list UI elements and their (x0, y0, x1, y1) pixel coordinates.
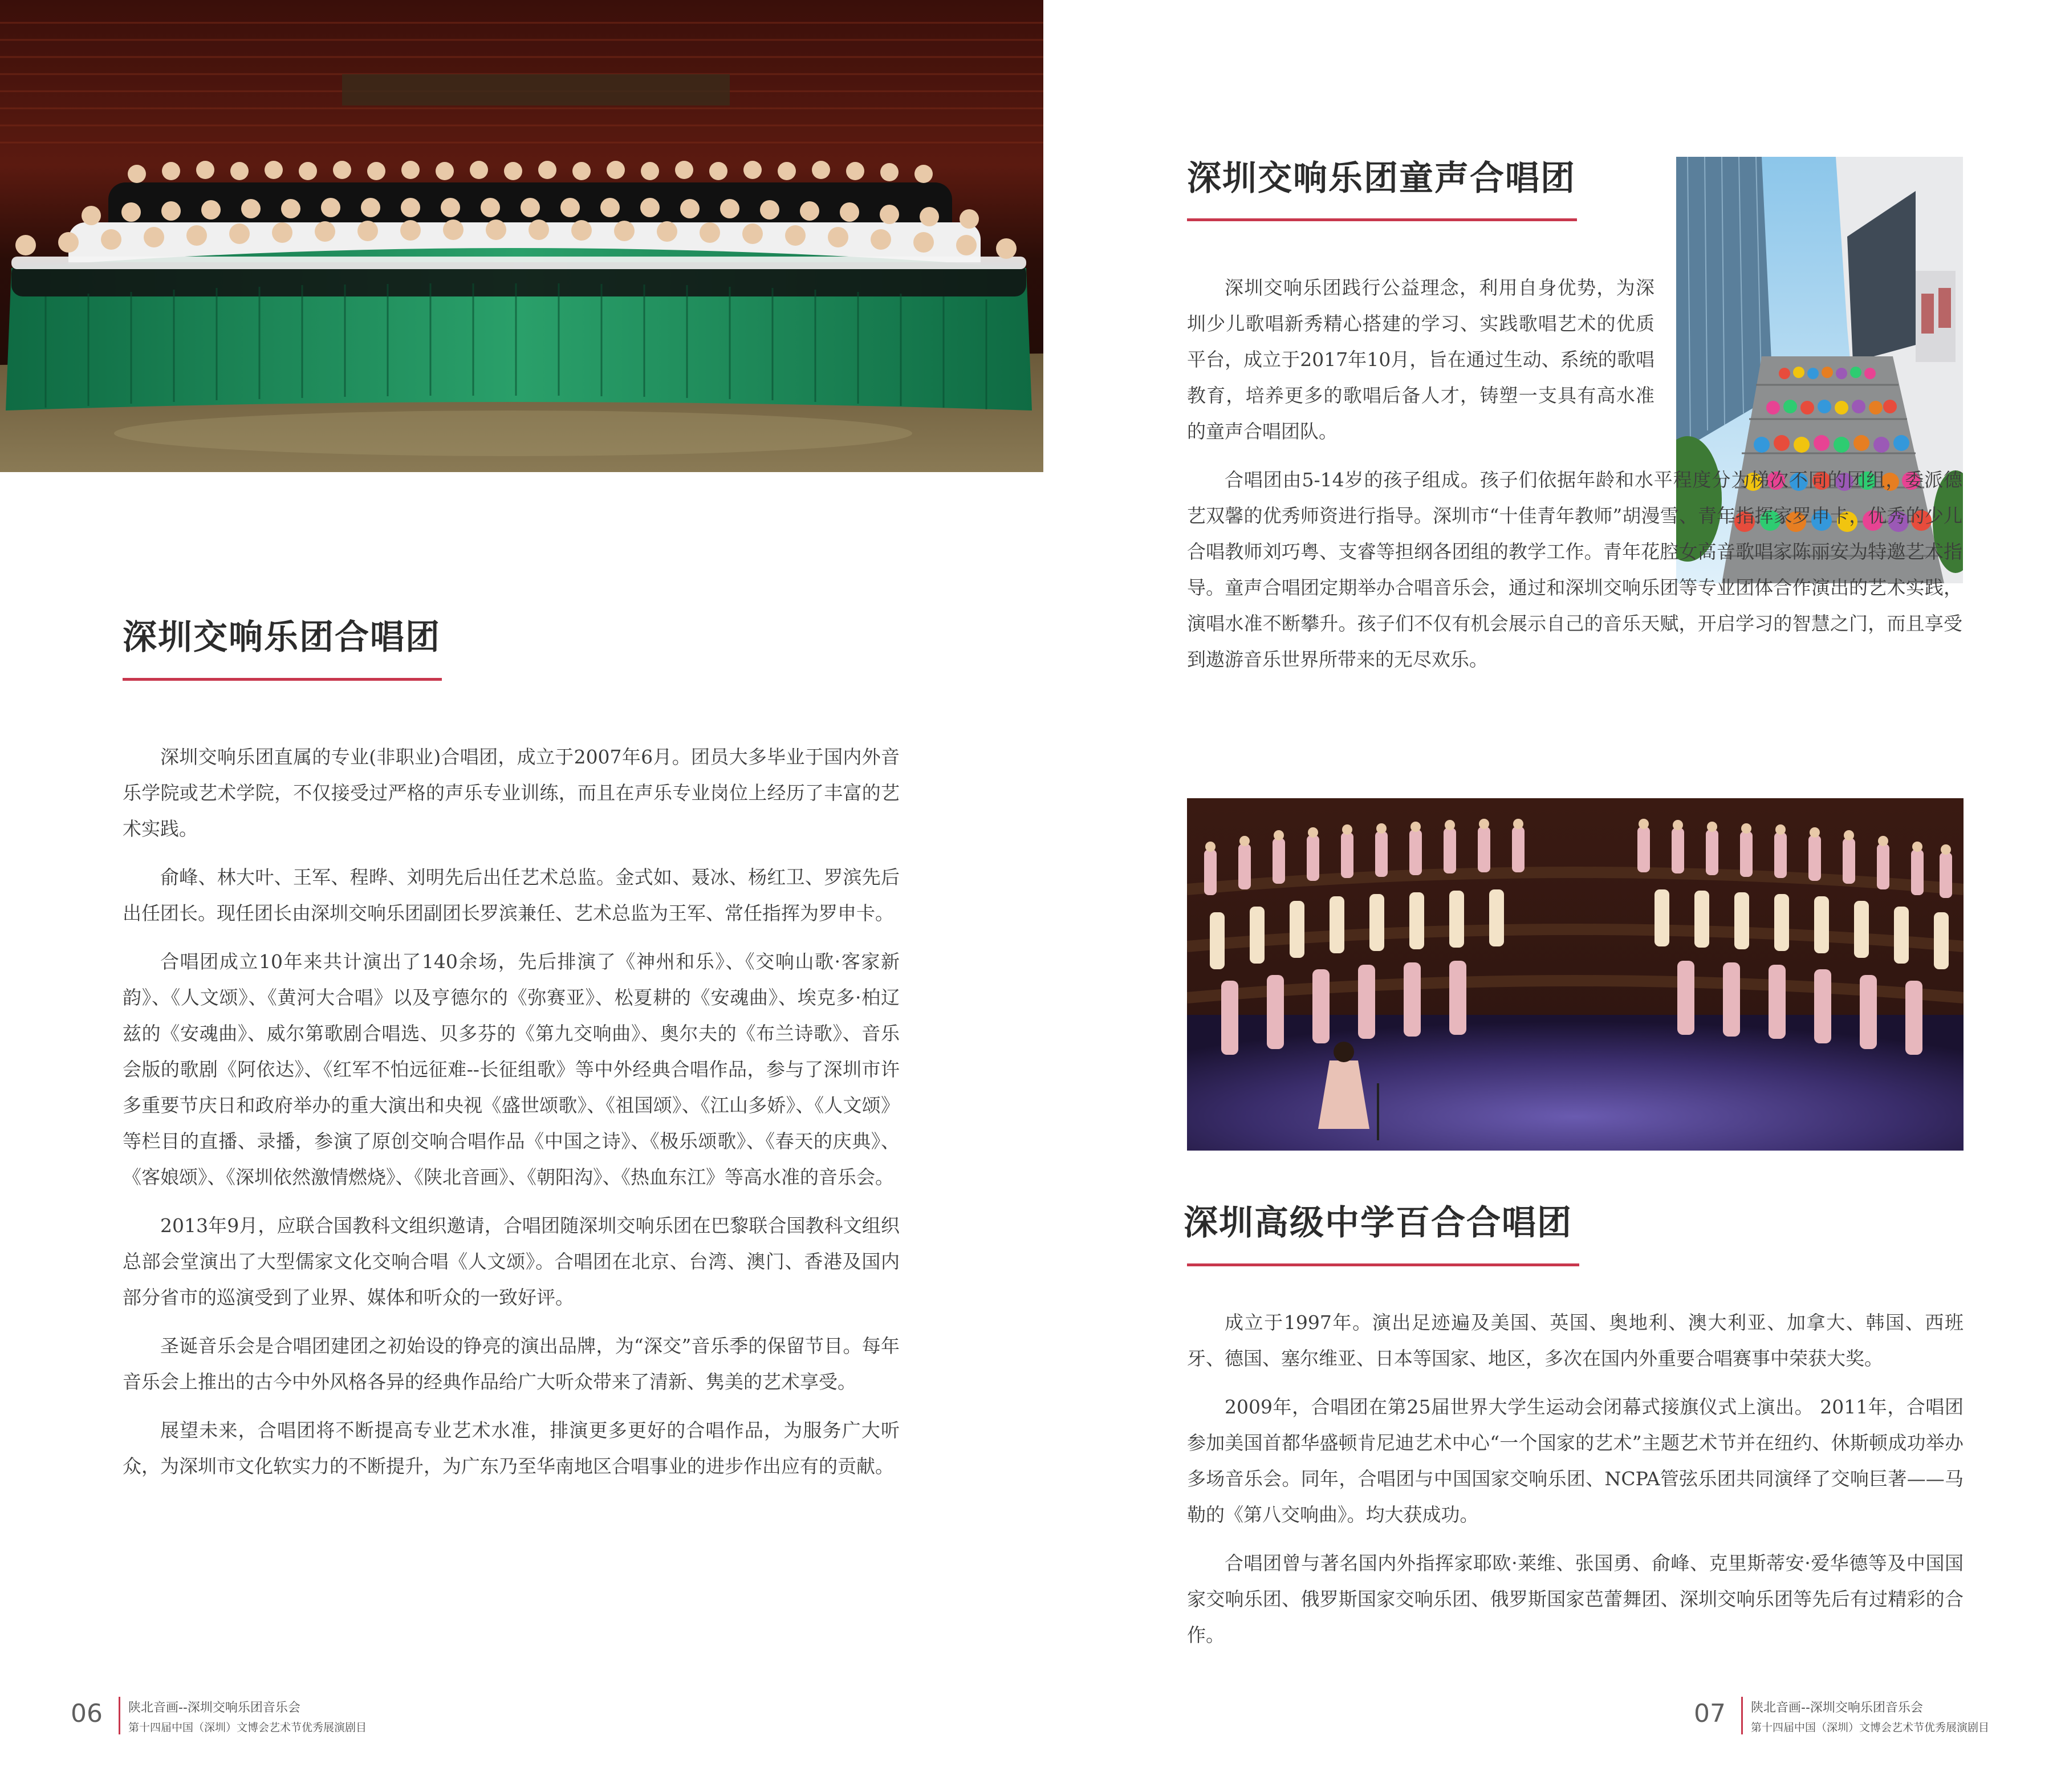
footer-subtitle: 第十四届中国（深圳）文博会艺术节优秀展演剧目 (128, 1721, 367, 1734)
paragraph: 深圳交响乐团践行公益理念，利用自身优势，为深圳少儿歌唱新秀精心搭建的学习、实践歌唱艺术的优质平台，成立于2017年10月，旨在通过生动、系统的歌唱教育，培养更多的歌唱后备人才，铸塑一支具有高水准的童声合唱团队。 (1187, 277, 1655, 442)
paragraph: 合唱团成立10年来共计演出了140余场，先后排演了《神州和乐》、《交响山歌·客家新韵》、《人文颂》、《黄河大合唱》以及亨德尔的《弥赛亚》、松夏耕的《安魂曲》、埃克多·柏辽兹的《安魂曲》、威尔第歌剧合唱选、贝多芬的《第九交响曲》、奥尔夫的《布兰诗歌》、音乐会版的歌剧《阿依达》、《红军不怕远征难--长征组歌》等中外经典合唱作品，参与了深圳市许多重要节庆日和政府举办的重大演出和央视《盛世颂歌》、《祖国颂》、《江山多娇》、《人文颂》等栏目的直播、录播，参演了原创交响合唱作品《中国之诗》、《极乐颂歌》、《春天的庆典》、《客娘颂》、《深圳依然激情燃烧》、《陕北音画》、《朝阳沟》、《热血东江》等高水准的音乐会。 (123, 950, 900, 1188)
page-number-left: 06 (71, 1699, 103, 1728)
children-choir-stage-photo (1187, 798, 1964, 1151)
lily-choir-body (1187, 1305, 1964, 1665)
title-underline (123, 678, 442, 681)
footer-separator (119, 1697, 120, 1734)
paragraph: 圣诞音乐会是合唱团建团之初始设的铮亮的演出品牌，为“深交”音乐季的保留节目。每年音乐会上推出的古今中外风格各异的经典作品给广大听众带来了清新、隽美的艺术享受。 (123, 1335, 900, 1393)
adult-choir-photo (0, 0, 1043, 472)
paragraph: 合唱团曾与著名国内外指挥家耶欧·莱维、张国勇、俞峰、克里斯蒂安·爱华德等及中国国家交响乐团、俄罗斯国家交响乐团、俄罗斯国家芭蕾舞团、深圳交响乐团等先后有过精彩的合作。 (1187, 1552, 1964, 1646)
page-number-right: 07 (1694, 1699, 1726, 1728)
paragraph: 2013年9月，应联合国教科文组织邀请，合唱团随深圳交响乐团在巴黎联合国教科文组织总部会堂演出了大型儒家文化交响合唱《人文颂》。合唱团在北京、台湾、澳门、香港及国内部分省市的巡演受到了业界、媒体和听众的一致好评。 (123, 1214, 900, 1309)
section-title-lily-choir: 深圳高级中学百合合唱团 (1184, 1203, 1572, 1243)
paragraph: 2009年，合唱团在第25届世界大学生运动会闭幕式接旗仪式上演出。 2011年，合唱团参加美国首都华盛顿肯尼迪艺术中心“一个国家的艺术”主题艺术节并在纽约、休斯顿成功举办多场音乐会。同年，合唱团与中国国家交响乐团、NCPA管弦乐团共同演绎了交响巨著——马勒的《第八交响曲》。均大获成功。 (1187, 1396, 1964, 1526)
paragraph: 合唱团由5-14岁的孩子组成。孩子们依据年龄和水平程度分为梯次不同的团组，委派德艺双馨的优秀师资进行指导。深圳市“十佳青年教师”胡漫雪、青年指挥家罗申卡，优秀的少儿合唱教师刘巧粤、支睿等担纲各团组的教学工作。青年花腔女高音歌唱家陈丽安为特邀艺术指导。童声合唱团定期举办合唱音乐会，通过和深圳交响乐团等专业团体合作演出的艺术实践，演唱水准不断攀升。孩子们不仅有机会展示自己的音乐天赋，开启学习的智慧之门，而且享受到遨游音乐世界所带来的无尽欢乐。 (1187, 469, 1962, 671)
section-title-adult-choir: 深圳交响乐团合唱团 (123, 617, 441, 657)
adult-choir-body (123, 739, 900, 1497)
title-underline (1187, 218, 1577, 221)
footer-title: 陕北音画--深圳交响乐团音乐会 (1751, 1701, 1923, 1715)
footer-title: 陕北音画--深圳交响乐团音乐会 (128, 1701, 300, 1715)
footer-subtitle: 第十四届中国（深圳）文博会艺术节优秀展演剧目 (1751, 1721, 1990, 1734)
children-choir-body-wide (1187, 462, 1962, 690)
children-choir-body-narrow (1187, 270, 1655, 462)
section-title-children-choir: 深圳交响乐团童声合唱团 (1187, 159, 1576, 198)
title-underline (1187, 1263, 1579, 1266)
paragraph: 深圳交响乐团直属的专业(非职业)合唱团，成立于2007年6月。团员大多毕业于国内外音乐学院或艺术学院，不仅接受过严格的声乐专业训练，而且在声乐专业岗位上经历了丰富的艺术实践。 (123, 746, 900, 840)
footer-separator (1741, 1697, 1743, 1734)
paragraph: 展望未来，合唱团将不断提高专业艺术水准，排演更多更好的合唱作品，为服务广大听众，为深圳市文化软实力的不断提升，为广东乃至华南地区合唱事业的进步作出应有的贡献。 (123, 1419, 900, 1477)
paragraph: 俞峰、林大叶、王军、程晔、刘明先后出任艺术总监。金式如、聂冰、杨红卫、罗滨先后出任团长。现任团长由深圳交响乐团副团长罗滨兼任、艺术总监为王军、常任指挥为罗申卡。 (123, 866, 900, 924)
paragraph: 成立于1997年。演出足迹遍及美国、英国、奥地利、澳大利亚、加拿大、韩国、西班牙、德国、塞尔维亚、日本等国家、地区，多次在国内外重要合唱赛事中荣获大奖。 (1187, 1311, 1964, 1370)
